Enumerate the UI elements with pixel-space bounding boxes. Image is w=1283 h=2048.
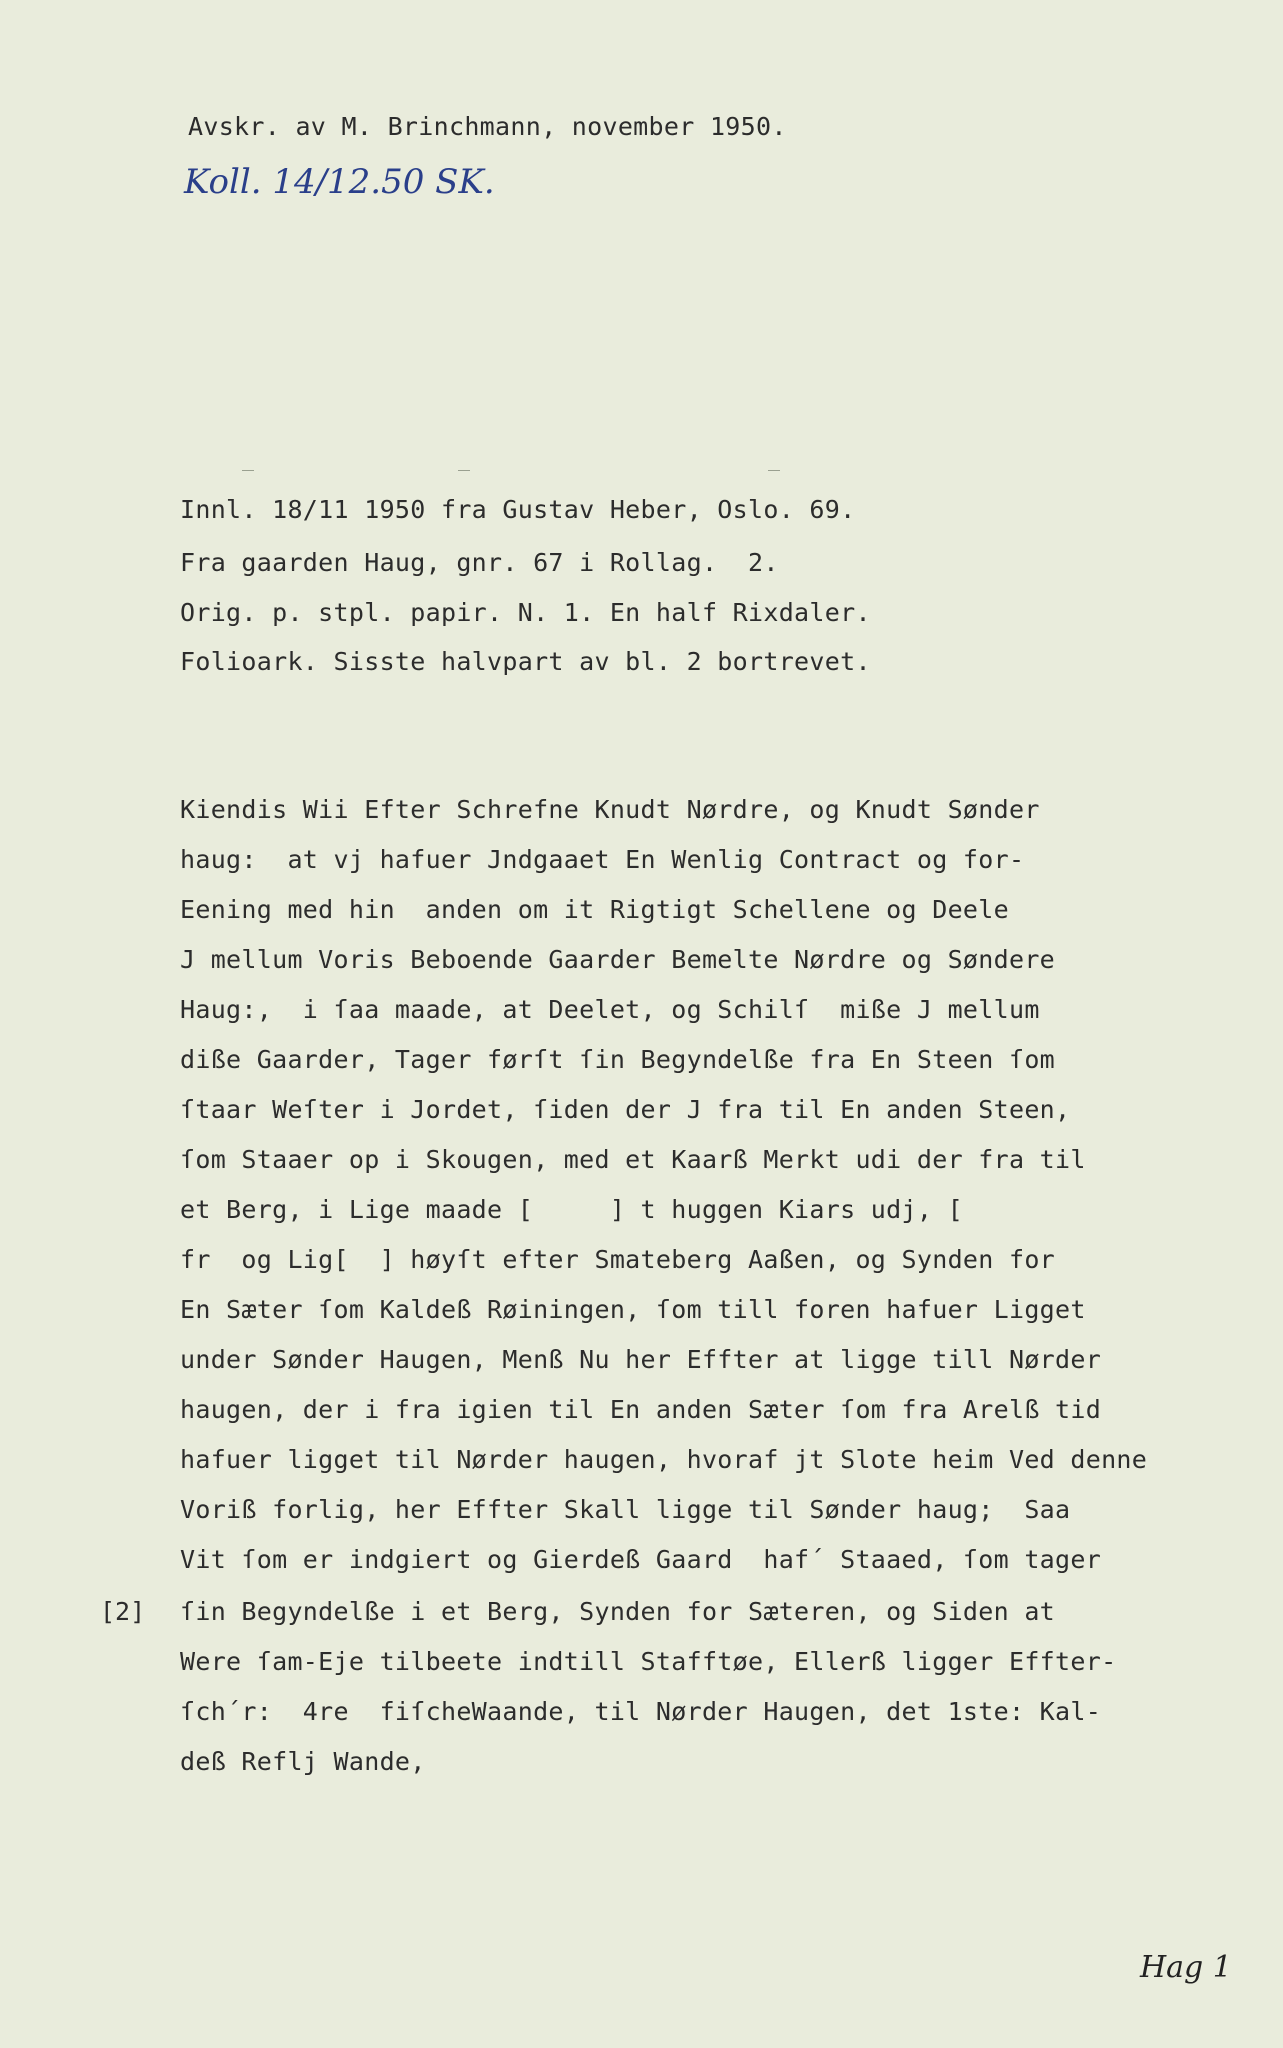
metadata-line: Orig. p. stpl. papir. N. 1. En half Rixdaler. [180, 598, 871, 627]
transcript-line: Haug:, i ſaa maade, at Deelet, og Schilſ miße J mellum [180, 995, 1040, 1024]
transcript-line: Voriß forlig, her Effter Skall ligge til Sønder haug; Saa [180, 1495, 1071, 1524]
transcript-line: ſtaar Weſter i Jordet, ſiden der J fra til En anden Steen, [180, 1095, 1071, 1124]
transcript-line: et Berg, i Lige maade [ ] t huggen Kiars udj, [ [180, 1195, 963, 1224]
metadata-line: Folioark. Sisste halvpart av bl. 2 bortrevet. [180, 647, 871, 676]
handwritten-page-note: Hag 1 [1140, 1950, 1232, 1985]
transcript-line: J mellum Voris Beboende Gaarder Bemelte Nørdre og Søndere [180, 945, 1056, 974]
transcript-line: Vit ſom er indgiert og Gierdeß Gaard haf´ Staaed, ſom tager [180, 1545, 1102, 1574]
transcript-line: haugen, der i fra igien til En anden Sæter ſom fra Arelß tid [180, 1395, 1102, 1424]
transcript-line: hafuer ligget til Nørder haugen, hvoraf jt Slote heim Ved denne [180, 1445, 1148, 1474]
transcript-line: dißе Gaarder, Tager førſt ſin Begyndelße fra En Steen ſom [180, 1045, 1056, 1074]
separator-mark-3 [768, 470, 780, 471]
transcript-line: Were ſam-Eje tilbeete indtill Stafftøe, Ellerß ligger Effter- [180, 1647, 1117, 1676]
transcript-line: Eening med hin anden om it Rigtigt Schellene og Deele [180, 895, 1009, 924]
transcript-line: fr og Lig[ ] høyſt efter Smateberg Aaßen, og Synden for [180, 1245, 1056, 1274]
transcriber-line: Avskr. av M. Brinchmann, november 1950. [188, 112, 787, 141]
transcript-line: under Sønder Haugen, Menß Nu her Effter at ligge till Nørder [180, 1345, 1102, 1374]
separator-mark-2 [458, 470, 470, 471]
transcript-line: haug: at vj hafuer Jndgaaet En Wenlig Contract og for- [180, 845, 1025, 874]
transcript-line: Kiendis Wii Efter Schrefne Knudt Nørdre, og Knudt Sønder [180, 795, 1040, 824]
handwritten-collation-note: Koll. 14/12.50 SK. [184, 162, 495, 202]
transcript-line: ſch´r: 4re fiſcheWaande, til Nørder Haugen, det 1ste: Kal- [180, 1697, 1102, 1726]
separator-mark-1 [242, 470, 254, 471]
page-marker: [2] [100, 1597, 146, 1626]
metadata-line: Innl. 18/11 1950 fra Gustav Heber, Oslo. 69. [180, 495, 856, 524]
transcript-line: ſom Staaer op i Skougen, med et Kaarß Merkt udi der fra til [180, 1145, 1086, 1174]
transcript-line: ſin Begyndelße i et Berg, Synden for Sæteren, og Siden at [180, 1597, 1056, 1626]
transcript-line: En Sæter ſom Kaldeß Røiningen, ſom till foren hafuer Ligget [180, 1295, 1086, 1324]
transcript-line: deß Reflj Wande, [180, 1747, 426, 1776]
metadata-line: Fra gaarden Haug, gnr. 67 i Rollag. 2. [180, 548, 779, 577]
